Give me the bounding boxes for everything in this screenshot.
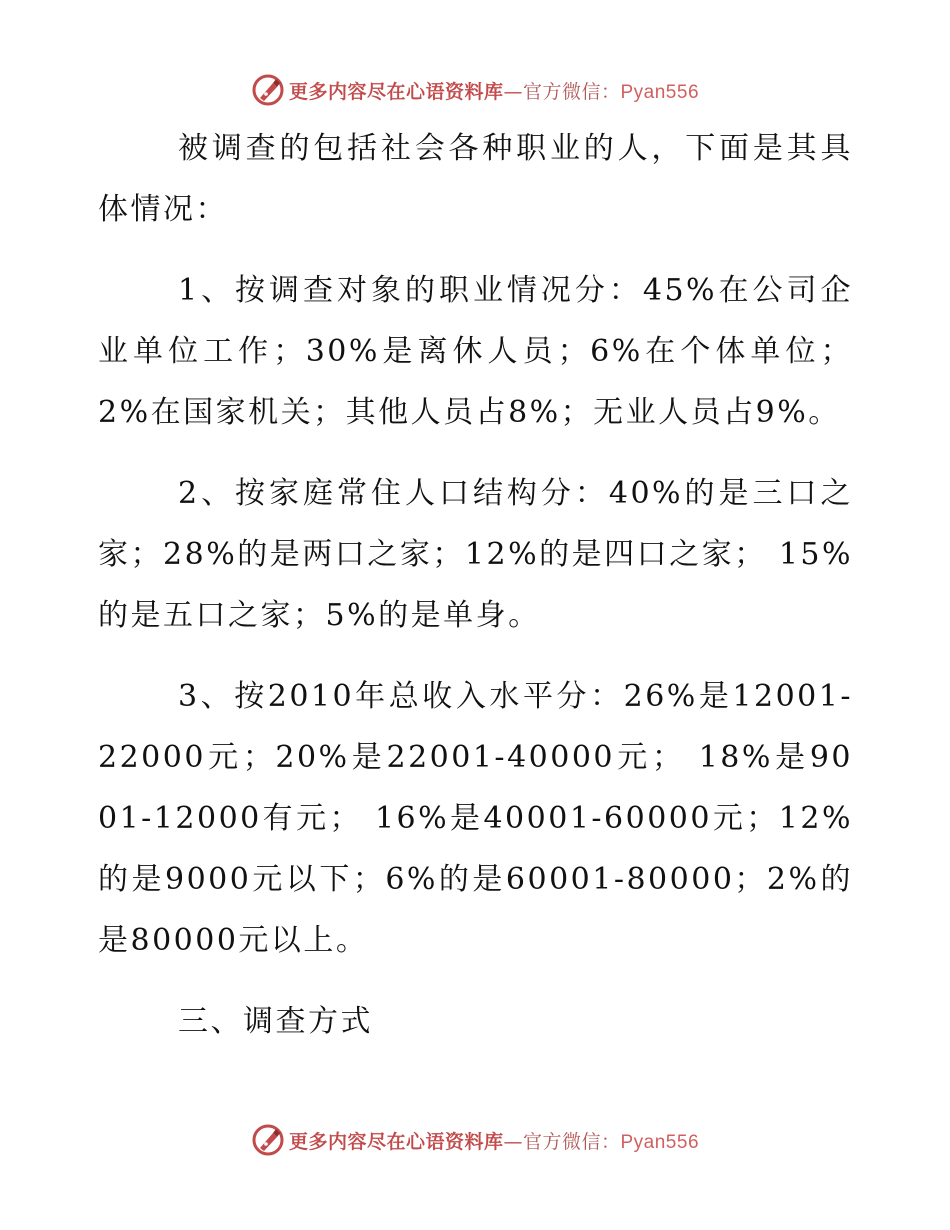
banner-text — [289, 1127, 699, 1154]
banner-brand: 更多内容尽在心语资料库 — [288, 80, 504, 103]
banner-brand: 更多内容尽在心语资料库 — [288, 1130, 504, 1153]
section-heading: 三、调查方式 — [178, 1004, 373, 1039]
banner-separator: — — [503, 80, 523, 103]
paragraph-household: 2、按家庭常住人口结构分：40%的是三口之家；28%的是两口之家；12%的是四口之家； 15%的是五口之家；5%的是单身。 — [98, 476, 853, 633]
pen-nib-logo-icon — [251, 1123, 285, 1157]
paragraph-income: 3、按2010年总收入水平分：26%是12001-22000元；20%是22001-40000元； 18%是9001-12000有元； 16%是40001-60000元；12%的是9000元以下；6%的是60001-80000；2%的是80000元以上。 — [98, 679, 853, 958]
banner-wechat-id: Pyan556 — [620, 81, 700, 103]
header-banner — [0, 70, 950, 110]
footer-banner — [0, 1120, 950, 1160]
document-body — [98, 118, 853, 1072]
banner-separator: — — [503, 1130, 523, 1153]
paragraph-occupation: 1、按调查对象的职业情况分：45%在公司企业单位工作；30%是离休人员；6%在个体单位；2%在国家机关；其他人员占8%；无业人员占9%。 — [98, 273, 853, 430]
banner-label: 官方微信： — [522, 1130, 621, 1153]
banner-text — [289, 77, 699, 104]
banner-wechat-id: Pyan556 — [620, 1131, 700, 1153]
paragraph-intro: 被调查的包括社会各种职业的人，下面是其具体情况： — [98, 131, 853, 227]
pen-nib-logo-icon — [251, 73, 285, 107]
banner-label: 官方微信： — [522, 80, 621, 103]
